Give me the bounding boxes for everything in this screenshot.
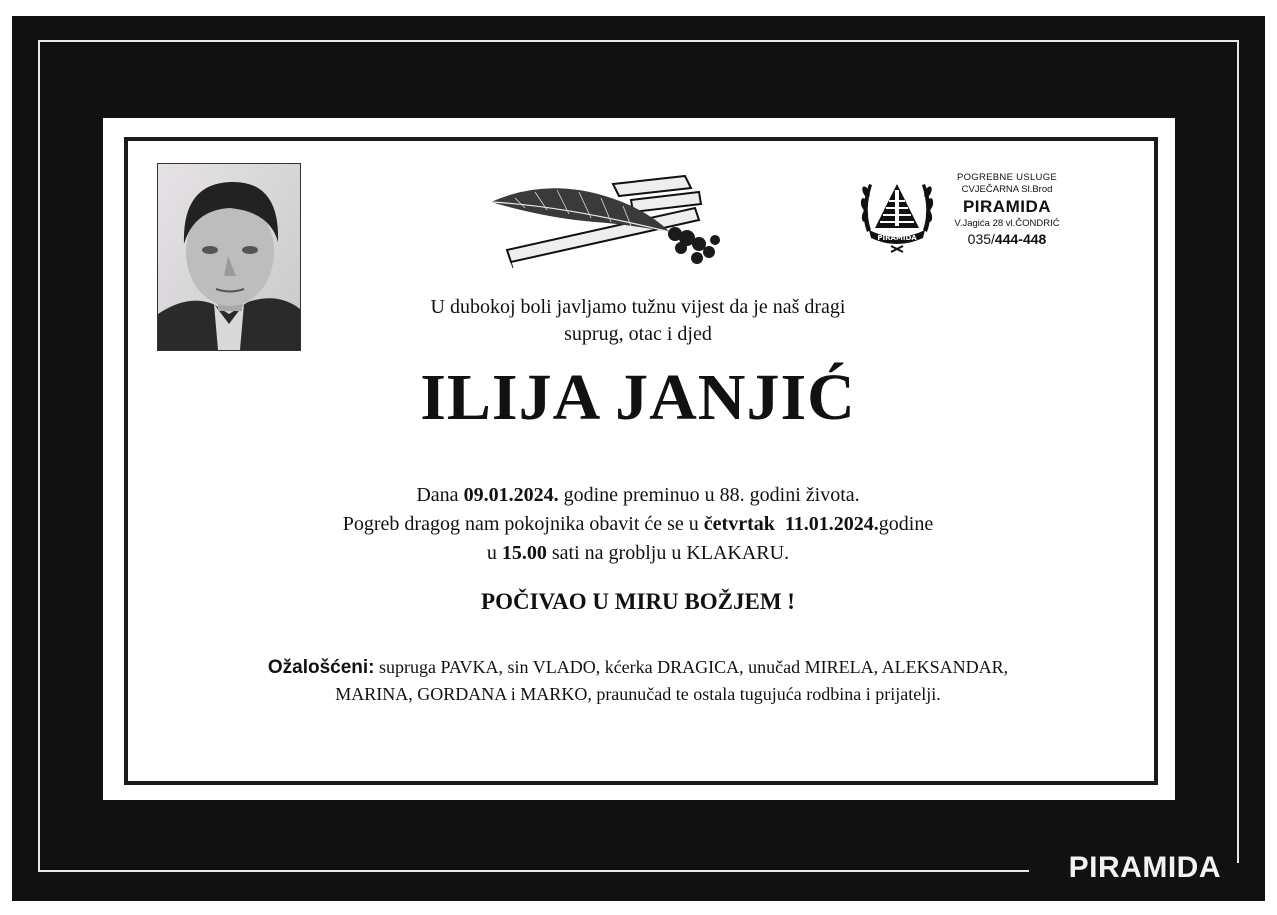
cross-palm-icon — [485, 172, 730, 272]
phone-number: 444-448 — [994, 231, 1047, 247]
details-text-b: godine preminuo u 88. godini života. — [558, 484, 860, 506]
death-date: 09.01.2024. — [463, 484, 559, 506]
mourners-text — [130, 654, 1146, 708]
footer-brand: PIRAMIDA — [1068, 851, 1221, 884]
intro-line-1: U dubokoj boli javljamo tužnu vijest da je naš dragi — [430, 296, 846, 318]
intro-text — [130, 294, 1146, 348]
company-phone — [942, 230, 1072, 248]
funeral-date: 11.01.2024. — [784, 513, 879, 535]
mourners-label: Ožalošćeni: — [267, 657, 375, 678]
logo-badge-text: PIRAMIDA — [877, 234, 917, 242]
company-sub: CVJEČARNA Sl.Brod — [961, 184, 1053, 195]
details-text-d: godine — [878, 513, 934, 535]
company-info — [942, 172, 1072, 248]
mourners-list-1: supruga PAVKA, sin VLADO, kćerka DRAGICA, unučad MIRELA, ALEKSANDAR, — [374, 657, 1009, 677]
details-text-f: sati na groblju u KLAKARU. — [546, 542, 790, 564]
piramida-logo-icon — [857, 170, 937, 255]
details-line-3 — [130, 539, 1146, 568]
details-text-a: Dana — [416, 484, 464, 506]
phone-prefix: 035/ — [967, 231, 995, 247]
details-text-c: Pogreb dragog nam pokojnika obavit će se u — [342, 513, 704, 535]
deceased-name: ILIJA JANJIĆ — [420, 361, 856, 434]
details-text-e: u — [486, 542, 502, 564]
mourners-line-2: MARINA, GORDANA i MARKO, praunučad te ostala tugujuća rodbina i prijatelji. — [335, 684, 941, 704]
details-line-2 — [130, 510, 1146, 539]
mourners-line-1 — [130, 654, 1146, 681]
intro-line-2: suprug, otac i djed — [564, 323, 712, 345]
company-tagline: POGREBNE USLUGE — [956, 172, 1058, 183]
company-name: PIRAMIDA — [962, 197, 1052, 216]
details-line-1 — [130, 481, 1146, 510]
rest-in-peace: POČIVAO U MIRU BOŽJEM ! — [481, 589, 795, 614]
funeral-time: 15.00 — [501, 542, 547, 564]
funeral-day: četvrtak — [703, 513, 775, 535]
company-address: V.Jagića 28 vl.ČONDRIĆ — [954, 218, 1060, 229]
details-text — [130, 481, 1146, 568]
